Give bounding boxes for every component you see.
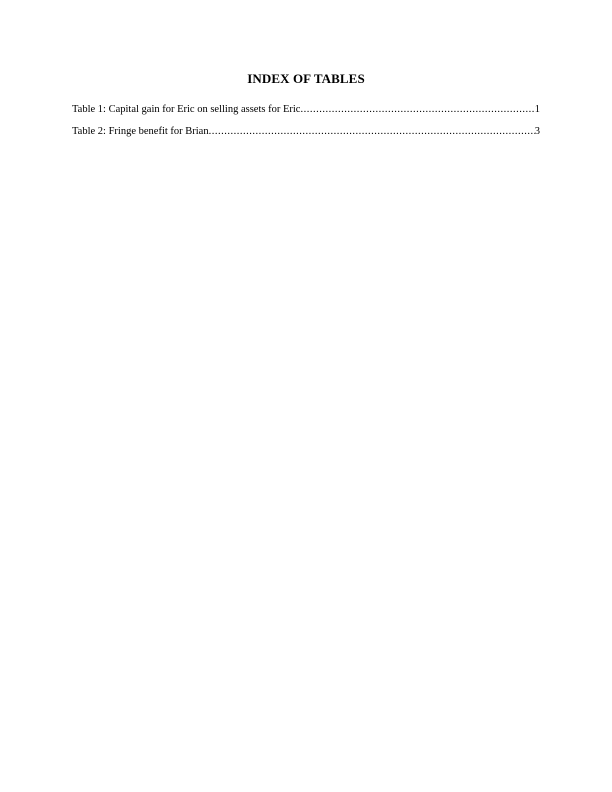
toc-entry-label: Table 2: Fringe benefit for Brian bbox=[72, 126, 209, 137]
toc-entry-page-number: 1 bbox=[534, 104, 540, 115]
toc-entry-label: Table 1: Capital gain for Eric on selling assets for Eric bbox=[72, 104, 301, 115]
toc-entry-page-number: 3 bbox=[534, 126, 540, 137]
table-of-tables-list bbox=[72, 102, 540, 146]
toc-entry-table-1[interactable] bbox=[72, 102, 540, 117]
index-title: INDEX OF TABLES bbox=[247, 71, 365, 86]
dot-leader bbox=[300, 102, 534, 117]
toc-entry-table-2[interactable] bbox=[72, 124, 540, 139]
dot-leader bbox=[209, 124, 535, 139]
